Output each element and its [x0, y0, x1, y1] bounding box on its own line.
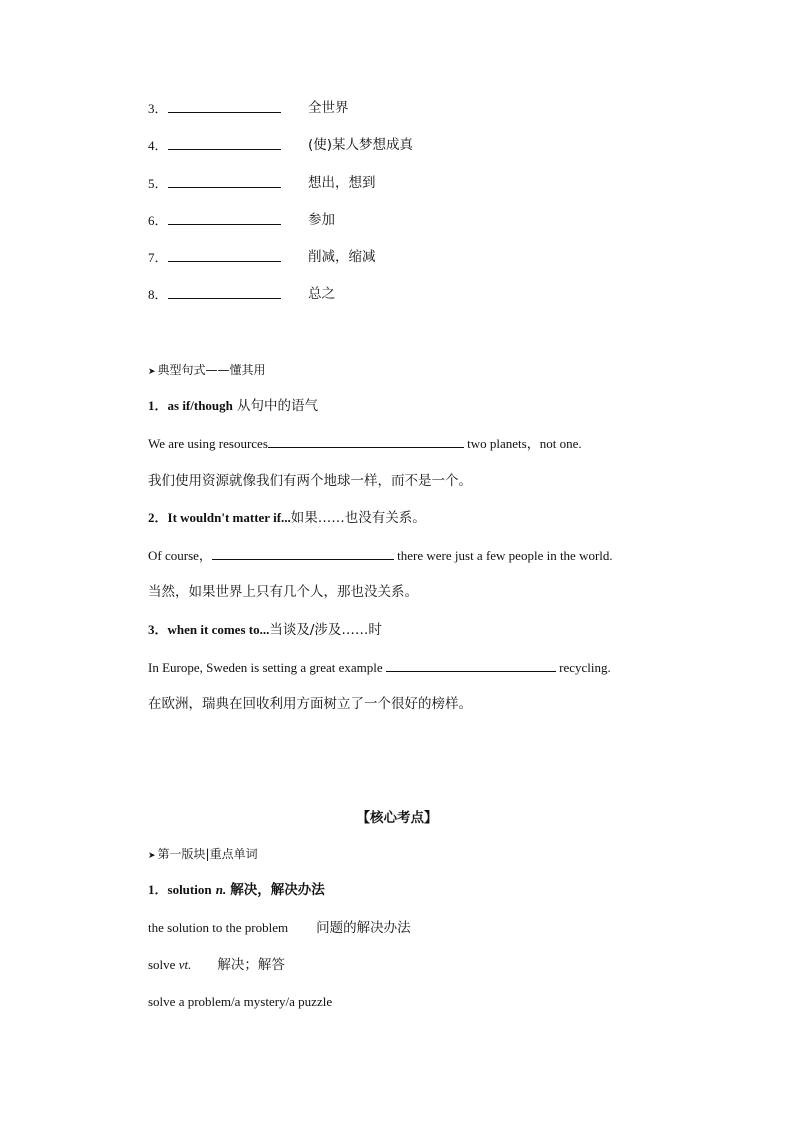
answer-blank[interactable] — [168, 99, 281, 113]
word-phrase: the solution to the problem 问题的解决办法 — [148, 920, 411, 936]
section-heading-words: ➤ 第一版块|重点单词 — [148, 847, 258, 861]
pattern-example-zh: 我们使用资源就像我们有两个地球一样，而不是一个。 — [148, 473, 472, 489]
answer-blank[interactable] — [268, 434, 464, 448]
answer-blank[interactable] — [168, 174, 281, 188]
arrow-icon: ➤ — [148, 367, 156, 377]
pattern-example-en: We are using resources two planets，not one. — [148, 436, 582, 451]
answer-blank[interactable] — [168, 211, 281, 225]
word-related-verb: solve vt. 解决；解答 — [148, 957, 285, 973]
pattern-example-en: Of course， there were just a few people in the world. — [148, 548, 613, 563]
section-heading-patterns: ➤ 典型句式——懂其用 — [148, 363, 266, 377]
pattern-heading: 1．as if/though 从句中的语气 — [148, 398, 319, 414]
vocab-item: 4． (使)某人梦想成真 — [148, 137, 414, 153]
answer-blank[interactable] — [168, 248, 281, 262]
answer-blank[interactable] — [168, 285, 281, 299]
vocab-item: 7． 削减，缩减 — [148, 249, 376, 265]
vocab-item: 3． 全世界 — [148, 100, 349, 116]
vocab-item: 5． 想出，想到 — [148, 175, 376, 191]
word-collocation: solve a problem/a mystery/a puzzle — [148, 994, 333, 1009]
pattern-example-zh: 当然，如果世界上只有几个人，那也没关系。 — [148, 584, 418, 600]
vocab-item: 8． 总之 — [148, 286, 335, 302]
pattern-example-en: In Europe, Sweden is setting a great example recycling. — [148, 660, 611, 675]
answer-blank[interactable] — [168, 136, 281, 150]
vocab-item: 6． 参加 — [148, 212, 335, 228]
word-entry-heading: 1．solution n. 解决，解决办法 — [148, 882, 325, 898]
arrow-icon: ➤ — [148, 851, 156, 861]
answer-blank[interactable] — [386, 658, 556, 672]
pattern-heading: 2．It wouldn't matter if...如果……也没有关系。 — [148, 510, 426, 526]
pattern-example-zh: 在欧洲，瑞典在回收利用方面树立了一个很好的榜样。 — [148, 696, 472, 712]
core-title: 【核心考点】 — [356, 810, 438, 826]
pattern-heading: 3．when it comes to...当谈及/涉及……时 — [148, 622, 382, 638]
answer-blank[interactable] — [212, 546, 394, 560]
